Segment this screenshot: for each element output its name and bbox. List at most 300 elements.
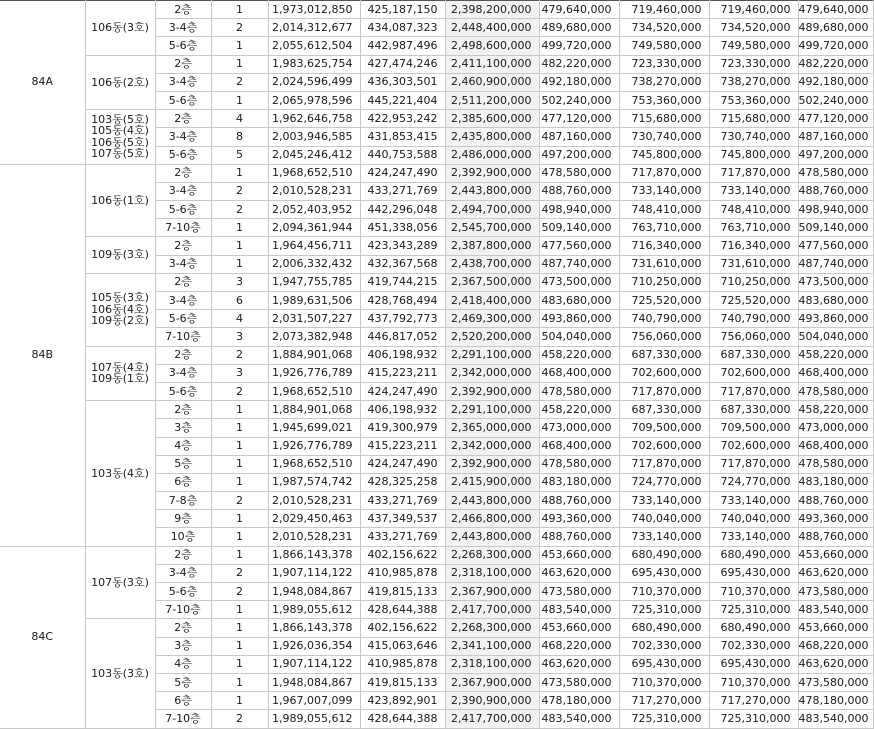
table-row: [0, 346, 873, 364]
sale-price-cell: 2,520,200,000: [445, 328, 539, 346]
floor-cell: 5-6층: [155, 310, 211, 328]
unit-count-cell: 1: [211, 255, 268, 273]
payment-2-cell: 730,740,000: [619, 128, 709, 146]
payment-4-cell: 482,220,000: [798, 55, 873, 73]
building-group-cell: [85, 110, 155, 165]
floor-cell: 2층: [155, 55, 211, 73]
unit-count-cell: 1: [211, 546, 268, 564]
floor-cell: 5-6층: [155, 201, 211, 219]
floor-cell: 5-6층: [155, 91, 211, 109]
building-price-cell: 427,474,246: [360, 55, 445, 73]
payment-3-cell: 680,490,000: [709, 546, 798, 564]
floor-cell: 7-10층: [155, 328, 211, 346]
payment-2-cell: 725,310,000: [619, 601, 709, 619]
building-group-cell: [85, 273, 155, 346]
land-price-cell: 1,968,652,510: [268, 455, 360, 473]
land-price-cell: 1,948,084,867: [268, 673, 360, 691]
land-price-cell: 1,907,114,122: [268, 564, 360, 582]
land-price-cell: 1,947,755,785: [268, 273, 360, 291]
unit-count-cell: 1: [211, 237, 268, 255]
building-price-cell: 428,644,388: [360, 601, 445, 619]
payment-2-cell: 734,520,000: [619, 19, 709, 37]
sale-price-cell: 2,365,000,000: [445, 419, 539, 437]
payment-3-cell: 745,800,000: [709, 146, 798, 164]
payment-4-cell: 498,940,000: [798, 201, 873, 219]
payment-2-cell: 723,330,000: [619, 55, 709, 73]
sale-price-cell: 2,291,100,000: [445, 401, 539, 419]
payment-1-cell: 463,620,000: [539, 564, 619, 582]
payment-1-cell: 478,180,000: [539, 692, 619, 710]
building-price-cell: 402,156,622: [360, 546, 445, 564]
payment-2-cell: 715,680,000: [619, 110, 709, 128]
building-price-cell: 424,247,490: [360, 164, 445, 182]
payment-3-cell: 763,710,000: [709, 219, 798, 237]
unit-count-cell: 4: [211, 110, 268, 128]
table-row: [0, 1, 873, 19]
floor-cell: 7-10층: [155, 601, 211, 619]
payment-2-cell: 687,330,000: [619, 346, 709, 364]
payment-2-cell: 724,770,000: [619, 473, 709, 491]
floor-cell: 5-6층: [155, 382, 211, 400]
payment-2-cell: 756,060,000: [619, 328, 709, 346]
sale-price-cell: 2,415,900,000: [445, 473, 539, 491]
sale-price-cell: 2,398,200,000: [445, 1, 539, 19]
payment-3-cell: 695,430,000: [709, 655, 798, 673]
sale-price-cell: 2,494,700,000: [445, 201, 539, 219]
floor-cell: 3-4층: [155, 73, 211, 91]
payment-4-cell: 487,160,000: [798, 128, 873, 146]
floor-cell: 2층: [155, 346, 211, 364]
payment-1-cell: 504,040,000: [539, 328, 619, 346]
sale-price-cell: 2,268,300,000: [445, 546, 539, 564]
land-price-cell: 2,014,312,677: [268, 19, 360, 37]
building-group-label: 109동(1호): [91, 372, 149, 386]
sale-price-cell: 2,385,600,000: [445, 110, 539, 128]
payment-3-cell: 733,140,000: [709, 528, 798, 546]
payment-4-cell: 453,660,000: [798, 546, 873, 564]
payment-1-cell: 477,560,000: [539, 237, 619, 255]
building-price-cell: 406,198,932: [360, 346, 445, 364]
payment-1-cell: 492,180,000: [539, 73, 619, 91]
building-price-cell: 437,349,537: [360, 510, 445, 528]
sale-price-cell: 2,418,400,000: [445, 292, 539, 310]
building-price-cell: 437,792,773: [360, 310, 445, 328]
payment-3-cell: 709,500,000: [709, 419, 798, 437]
floor-cell: 2층: [155, 273, 211, 291]
payment-3-cell: 717,870,000: [709, 382, 798, 400]
payment-3-cell: 725,310,000: [709, 601, 798, 619]
floor-cell: 9층: [155, 510, 211, 528]
floor-cell: 3-4층: [155, 128, 211, 146]
payment-4-cell: 497,200,000: [798, 146, 873, 164]
building-price-cell: 436,303,501: [360, 73, 445, 91]
payment-3-cell: 730,740,000: [709, 128, 798, 146]
payment-1-cell: 477,120,000: [539, 110, 619, 128]
unit-count-cell: 1: [211, 219, 268, 237]
sale-price-cell: 2,469,300,000: [445, 310, 539, 328]
unit-count-cell: 1: [211, 455, 268, 473]
payment-2-cell: 695,430,000: [619, 655, 709, 673]
land-price-cell: 2,045,246,412: [268, 146, 360, 164]
payment-4-cell: 483,680,000: [798, 292, 873, 310]
unit-type-cell: 84A: [0, 1, 85, 165]
payment-4-cell: 477,120,000: [798, 110, 873, 128]
payment-1-cell: 488,760,000: [539, 528, 619, 546]
payment-3-cell: 731,610,000: [709, 255, 798, 273]
payment-2-cell: 740,040,000: [619, 510, 709, 528]
unit-count-cell: 2: [211, 182, 268, 200]
sale-price-cell: 2,392,900,000: [445, 455, 539, 473]
payment-2-cell: 725,520,000: [619, 292, 709, 310]
building-group-cell: [85, 619, 155, 728]
payment-3-cell: 748,410,000: [709, 201, 798, 219]
building-price-cell: 402,156,622: [360, 619, 445, 637]
floor-cell: 7-10층: [155, 710, 211, 728]
payment-1-cell: 473,500,000: [539, 273, 619, 291]
land-price-cell: 1,962,646,758: [268, 110, 360, 128]
payment-4-cell: 478,580,000: [798, 382, 873, 400]
land-price-cell: 2,010,528,231: [268, 528, 360, 546]
building-group-label: 107동(4호): [91, 360, 149, 374]
payment-4-cell: 488,760,000: [798, 182, 873, 200]
payment-2-cell: 695,430,000: [619, 564, 709, 582]
payment-1-cell: 483,540,000: [539, 601, 619, 619]
floor-cell: 5층: [155, 455, 211, 473]
table-row: [0, 237, 873, 255]
land-price-cell: 1,907,114,122: [268, 655, 360, 673]
payment-3-cell: 740,790,000: [709, 310, 798, 328]
payment-2-cell: 717,870,000: [619, 382, 709, 400]
building-group-cell: [85, 401, 155, 547]
building-price-cell: 415,223,211: [360, 437, 445, 455]
payment-2-cell: 725,310,000: [619, 710, 709, 728]
building-group-cell: [85, 346, 155, 401]
payment-1-cell: 473,000,000: [539, 419, 619, 437]
building-price-cell: 451,338,056: [360, 219, 445, 237]
building-price-cell: 425,187,150: [360, 1, 445, 19]
building-price-cell: 423,343,289: [360, 237, 445, 255]
sale-price-cell: 2,318,100,000: [445, 564, 539, 582]
sale-price-cell: 2,498,600,000: [445, 37, 539, 55]
unit-count-cell: 3: [211, 273, 268, 291]
payment-2-cell: 731,610,000: [619, 255, 709, 273]
building-price-cell: 423,892,901: [360, 692, 445, 710]
payment-1-cell: 483,680,000: [539, 292, 619, 310]
payment-4-cell: 493,360,000: [798, 510, 873, 528]
sale-price-cell: 2,460,900,000: [445, 73, 539, 91]
payment-1-cell: 468,400,000: [539, 437, 619, 455]
payment-2-cell: 702,330,000: [619, 637, 709, 655]
payment-2-cell: 710,370,000: [619, 583, 709, 601]
payment-1-cell: 509,140,000: [539, 219, 619, 237]
building-price-cell: 410,985,878: [360, 564, 445, 582]
payment-1-cell: 488,760,000: [539, 182, 619, 200]
unit-count-cell: 1: [211, 1, 268, 19]
sale-price-cell: 2,443,800,000: [445, 492, 539, 510]
payment-4-cell: 478,580,000: [798, 455, 873, 473]
building-group-cell: [85, 546, 155, 619]
sale-price-cell: 2,448,400,000: [445, 19, 539, 37]
payment-3-cell: 702,330,000: [709, 637, 798, 655]
payment-4-cell: 473,580,000: [798, 673, 873, 691]
payment-1-cell: 497,200,000: [539, 146, 619, 164]
land-price-cell: 1,926,036,354: [268, 637, 360, 655]
floor-cell: 6층: [155, 692, 211, 710]
land-price-cell: 1,989,055,612: [268, 601, 360, 619]
unit-count-cell: 2: [211, 382, 268, 400]
land-price-cell: 2,029,450,463: [268, 510, 360, 528]
payment-3-cell: 725,520,000: [709, 292, 798, 310]
payment-2-cell: 710,370,000: [619, 673, 709, 691]
payment-3-cell: 719,460,000: [709, 1, 798, 19]
payment-2-cell: 680,490,000: [619, 619, 709, 637]
floor-cell: 3-4층: [155, 19, 211, 37]
payment-2-cell: 740,790,000: [619, 310, 709, 328]
sale-price-cell: 2,466,800,000: [445, 510, 539, 528]
unit-type-cell: 84B: [0, 164, 85, 546]
unit-count-cell: 1: [211, 601, 268, 619]
floor-cell: 5-6층: [155, 583, 211, 601]
land-price-cell: 2,094,361,944: [268, 219, 360, 237]
building-group-label: 106동(2호): [91, 75, 149, 89]
payment-3-cell: 733,140,000: [709, 492, 798, 510]
sale-price-cell: 2,443,800,000: [445, 182, 539, 200]
payment-2-cell: 738,270,000: [619, 73, 709, 91]
sale-price-cell: 2,417,700,000: [445, 601, 539, 619]
unit-count-cell: 3: [211, 364, 268, 382]
payment-4-cell: 509,140,000: [798, 219, 873, 237]
building-price-cell: 419,744,215: [360, 273, 445, 291]
payment-1-cell: 458,220,000: [539, 401, 619, 419]
payment-3-cell: 702,600,000: [709, 364, 798, 382]
payment-4-cell: 488,760,000: [798, 492, 873, 510]
table-row: [0, 619, 873, 637]
payment-2-cell: 687,330,000: [619, 401, 709, 419]
sale-price-cell: 2,435,800,000: [445, 128, 539, 146]
building-group-cell: [85, 237, 155, 273]
floor-cell: 2층: [155, 110, 211, 128]
payment-4-cell: 502,240,000: [798, 91, 873, 109]
floor-cell: 2층: [155, 1, 211, 19]
building-price-cell: 433,271,769: [360, 528, 445, 546]
land-price-cell: 2,006,332,432: [268, 255, 360, 273]
payment-4-cell: 487,740,000: [798, 255, 873, 273]
payment-3-cell: 717,870,000: [709, 164, 798, 182]
unit-count-cell: 2: [211, 492, 268, 510]
payment-2-cell: 716,340,000: [619, 237, 709, 255]
payment-2-cell: 709,500,000: [619, 419, 709, 437]
payment-2-cell: 710,250,000: [619, 273, 709, 291]
land-price-cell: 1,973,012,850: [268, 1, 360, 19]
payment-1-cell: 502,240,000: [539, 91, 619, 109]
floor-cell: 3층: [155, 419, 211, 437]
payment-3-cell: 715,680,000: [709, 110, 798, 128]
building-price-cell: 419,815,133: [360, 673, 445, 691]
payment-4-cell: 483,540,000: [798, 710, 873, 728]
building-price-cell: 410,985,878: [360, 655, 445, 673]
floor-cell: 4층: [155, 437, 211, 455]
payment-2-cell: 733,140,000: [619, 528, 709, 546]
land-price-cell: 2,024,596,499: [268, 73, 360, 91]
unit-count-cell: 1: [211, 673, 268, 691]
payment-2-cell: 733,140,000: [619, 182, 709, 200]
payment-1-cell: 468,400,000: [539, 364, 619, 382]
unit-count-cell: 1: [211, 528, 268, 546]
floor-cell: 6층: [155, 473, 211, 491]
payment-3-cell: 717,270,000: [709, 692, 798, 710]
payment-1-cell: 478,580,000: [539, 164, 619, 182]
payment-3-cell: 725,310,000: [709, 710, 798, 728]
unit-count-cell: 5: [211, 146, 268, 164]
unit-count-cell: 2: [211, 346, 268, 364]
floor-cell: 2층: [155, 546, 211, 564]
sale-price-cell: 2,438,700,000: [445, 255, 539, 273]
building-price-cell: 440,753,588: [360, 146, 445, 164]
payment-3-cell: 710,370,000: [709, 583, 798, 601]
payment-3-cell: 710,370,000: [709, 673, 798, 691]
sale-price-cell: 2,291,100,000: [445, 346, 539, 364]
payment-2-cell: 745,800,000: [619, 146, 709, 164]
building-price-cell: 434,087,323: [360, 19, 445, 37]
payment-2-cell: 748,410,000: [619, 201, 709, 219]
building-price-cell: 445,221,404: [360, 91, 445, 109]
payment-1-cell: 483,540,000: [539, 710, 619, 728]
land-price-cell: 1,945,699,021: [268, 419, 360, 437]
land-price-cell: 1,926,776,789: [268, 437, 360, 455]
floor-cell: 2층: [155, 164, 211, 182]
building-price-cell: 442,296,048: [360, 201, 445, 219]
land-price-cell: 1,926,776,789: [268, 364, 360, 382]
building-group-label: 105동(4호): [91, 124, 149, 138]
building-price-cell: 406,198,932: [360, 401, 445, 419]
land-price-cell: 1,989,055,612: [268, 710, 360, 728]
payment-1-cell: 479,640,000: [539, 1, 619, 19]
payment-3-cell: 756,060,000: [709, 328, 798, 346]
payment-4-cell: 488,760,000: [798, 528, 873, 546]
unit-type-cell: 84C: [0, 546, 85, 728]
unit-count-cell: 1: [211, 637, 268, 655]
building-price-cell: 432,367,568: [360, 255, 445, 273]
payment-1-cell: 453,660,000: [539, 619, 619, 637]
payment-4-cell: 463,620,000: [798, 564, 873, 582]
payment-4-cell: 473,000,000: [798, 419, 873, 437]
land-price-cell: 2,010,528,231: [268, 182, 360, 200]
unit-count-cell: 1: [211, 419, 268, 437]
unit-count-cell: 6: [211, 292, 268, 310]
table-row: [0, 164, 873, 182]
payment-1-cell: 493,860,000: [539, 310, 619, 328]
payment-1-cell: 478,580,000: [539, 382, 619, 400]
building-group-label: 106동(4호): [91, 302, 149, 316]
payment-1-cell: 498,940,000: [539, 201, 619, 219]
building-price-cell: 415,063,646: [360, 637, 445, 655]
building-group-label: 106동(5호): [91, 135, 149, 149]
land-price-cell: 1,968,652,510: [268, 164, 360, 182]
building-group-label: 105동(3호): [91, 291, 149, 305]
land-price-cell: 1,968,652,510: [268, 382, 360, 400]
payment-4-cell: 499,720,000: [798, 37, 873, 55]
land-price-cell: 2,003,946,585: [268, 128, 360, 146]
payment-1-cell: 473,580,000: [539, 583, 619, 601]
land-price-cell: 2,073,382,948: [268, 328, 360, 346]
building-group-label: 103동(3호): [91, 666, 149, 680]
unit-count-cell: 2: [211, 583, 268, 601]
payment-4-cell: 473,580,000: [798, 583, 873, 601]
floor-cell: 2층: [155, 237, 211, 255]
payment-3-cell: 680,490,000: [709, 619, 798, 637]
payment-4-cell: 489,680,000: [798, 19, 873, 37]
floor-cell: 5-6층: [155, 146, 211, 164]
unit-count-cell: 2: [211, 19, 268, 37]
building-group-cell: [85, 55, 155, 110]
sale-price-cell: 2,318,100,000: [445, 655, 539, 673]
payment-3-cell: 749,580,000: [709, 37, 798, 55]
sale-price-cell: 2,392,900,000: [445, 382, 539, 400]
payment-2-cell: 702,600,000: [619, 364, 709, 382]
payment-2-cell: 763,710,000: [619, 219, 709, 237]
sale-price-cell: 2,486,000,000: [445, 146, 539, 164]
land-price-cell: 1,987,574,742: [268, 473, 360, 491]
payment-2-cell: 717,870,000: [619, 164, 709, 182]
unit-count-cell: 1: [211, 692, 268, 710]
payment-4-cell: 478,180,000: [798, 692, 873, 710]
sale-price-cell: 2,417,700,000: [445, 710, 539, 728]
sale-price-cell: 2,392,900,000: [445, 164, 539, 182]
floor-cell: 2층: [155, 401, 211, 419]
payment-1-cell: 458,220,000: [539, 346, 619, 364]
unit-count-cell: 1: [211, 55, 268, 73]
land-price-cell: 1,948,084,867: [268, 583, 360, 601]
building-price-cell: 433,271,769: [360, 492, 445, 510]
payment-2-cell: 717,870,000: [619, 455, 709, 473]
building-group-label: 103동(4호): [91, 466, 149, 480]
sale-price-cell: 2,367,900,000: [445, 583, 539, 601]
sale-price-cell: 2,411,100,000: [445, 55, 539, 73]
land-price-cell: 2,031,507,227: [268, 310, 360, 328]
land-price-cell: 1,884,901,068: [268, 346, 360, 364]
land-price-cell: 1,884,901,068: [268, 401, 360, 419]
floor-cell: 3-4층: [155, 182, 211, 200]
payment-4-cell: 468,400,000: [798, 364, 873, 382]
payment-1-cell: 453,660,000: [539, 546, 619, 564]
payment-3-cell: 734,520,000: [709, 19, 798, 37]
unit-count-cell: 2: [211, 201, 268, 219]
payment-4-cell: 468,220,000: [798, 637, 873, 655]
building-price-cell: 424,247,490: [360, 382, 445, 400]
floor-cell: 7-10층: [155, 219, 211, 237]
building-price-cell: 446,817,052: [360, 328, 445, 346]
unit-count-cell: 1: [211, 510, 268, 528]
unit-count-cell: 4: [211, 310, 268, 328]
payment-1-cell: 489,680,000: [539, 19, 619, 37]
payment-3-cell: 724,770,000: [709, 473, 798, 491]
payment-4-cell: 492,180,000: [798, 73, 873, 91]
payment-3-cell: 753,360,000: [709, 91, 798, 109]
floor-cell: 7-8층: [155, 492, 211, 510]
payment-4-cell: 478,580,000: [798, 164, 873, 182]
building-group-label: 107동(5호): [91, 147, 149, 161]
unit-count-cell: 3: [211, 328, 268, 346]
unit-count-cell: 1: [211, 401, 268, 419]
payment-1-cell: 463,620,000: [539, 655, 619, 673]
building-price-cell: 424,247,490: [360, 455, 445, 473]
building-group-label: 106동(1호): [91, 193, 149, 207]
land-price-cell: 1,866,143,378: [268, 546, 360, 564]
building-price-cell: 442,987,496: [360, 37, 445, 55]
land-price-cell: 2,010,528,231: [268, 492, 360, 510]
payment-3-cell: 687,330,000: [709, 346, 798, 364]
floor-cell: 3-4층: [155, 255, 211, 273]
